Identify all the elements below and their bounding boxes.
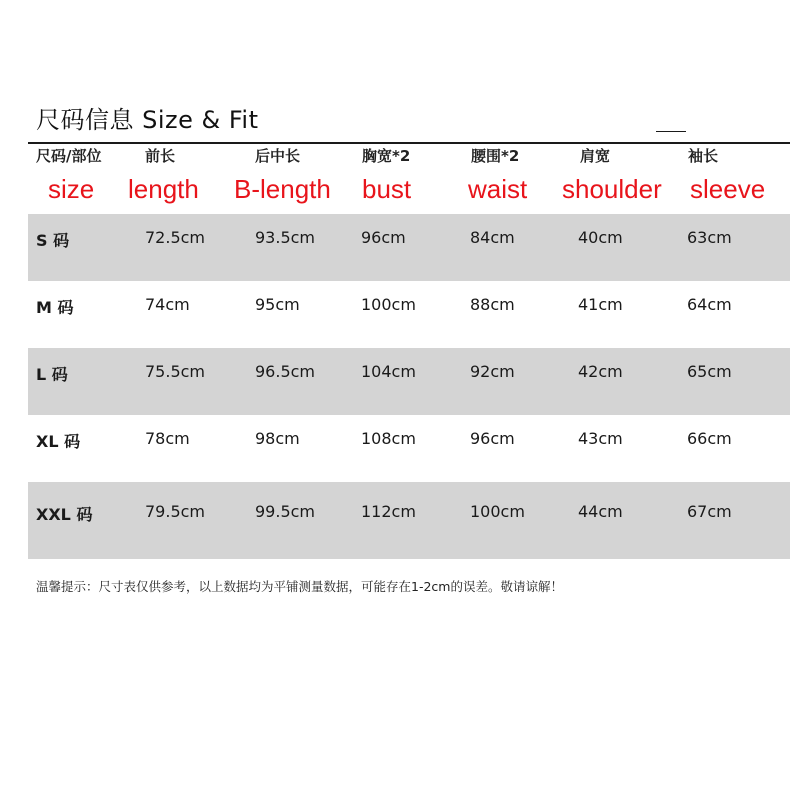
size-label: S 码 [36,231,70,250]
column-header-sleeve-cn: 袖长 [688,147,719,165]
table-row-s [28,214,790,281]
cell-bust: 108cm [361,429,416,448]
size-label: M 码 [36,298,74,317]
header-divider [28,142,790,144]
english-column-headers [0,174,800,210]
cell-sleeve: 63cm [687,228,732,247]
column-header-length-cn: 前长 [145,147,176,165]
cell-sleeve: 64cm [687,295,732,314]
cell-sleeve: 65cm [687,362,732,381]
cell-bust: 100cm [361,295,416,314]
column-header-back-length-cn: 后中长 [255,147,301,165]
column-header-waist-cn: 腰围*2 [471,147,520,165]
chinese-column-headers [0,145,800,167]
cell-waist: 88cm [470,295,515,314]
cell-back-length: 95cm [255,295,300,314]
column-header-waist-en: waist [468,174,528,204]
cell-bust: 96cm [361,228,406,247]
cell-back-length: 93.5cm [255,228,316,247]
size-label: XL 码 [36,432,81,451]
column-header-size-en: size [48,174,95,204]
header-decoration-dash [656,131,686,132]
column-header-length-en: length [128,174,199,204]
cell-waist: 100cm [470,502,525,521]
cell-back-length: 98cm [255,429,300,448]
cell-shoulder: 44cm [578,502,623,521]
cell-waist: 92cm [470,362,515,381]
column-header-size-cn: 尺码/部位 [36,147,102,165]
cell-shoulder: 41cm [578,295,623,314]
cell-shoulder: 40cm [578,228,623,247]
cell-sleeve: 66cm [687,429,732,448]
column-header-shoulder-en: shoulder [562,174,662,204]
size-label: L 码 [36,365,68,384]
size-table-body [28,214,790,559]
table-row-xl [28,415,790,482]
cell-length: 75.5cm [145,362,206,381]
cell-shoulder: 42cm [578,362,623,381]
size-label: XXL 码 [36,505,93,524]
column-header-bust-en: bust [362,174,412,204]
table-row-m [28,281,790,348]
cell-back-length: 96.5cm [255,362,316,381]
cell-back-length: 99.5cm [255,502,316,521]
column-header-back-length-en: B-length [234,174,331,204]
cell-shoulder: 43cm [578,429,623,448]
measurement-disclaimer: 温馨提示：尺寸表仅供参考，以上数据均为平铺测量数据，可能存在1-2cm的误差。敬请谅解！ [36,579,563,594]
cell-length: 79.5cm [145,502,206,521]
cell-bust: 104cm [361,362,416,381]
cell-length: 74cm [145,295,190,314]
table-row-l [28,348,790,415]
cell-waist: 84cm [470,228,515,247]
cell-length: 78cm [145,429,190,448]
table-row-xxl [28,482,790,559]
column-header-bust-cn: 胸宽*2 [362,147,411,165]
cell-bust: 112cm [361,502,416,521]
column-header-sleeve-en: sleeve [690,174,766,204]
cell-sleeve: 67cm [687,502,732,521]
cell-length: 72.5cm [145,228,206,247]
page-title: 尺码信息 Size & Fit [36,106,259,134]
cell-waist: 96cm [470,429,515,448]
column-header-shoulder-cn: 肩宽 [580,147,611,165]
